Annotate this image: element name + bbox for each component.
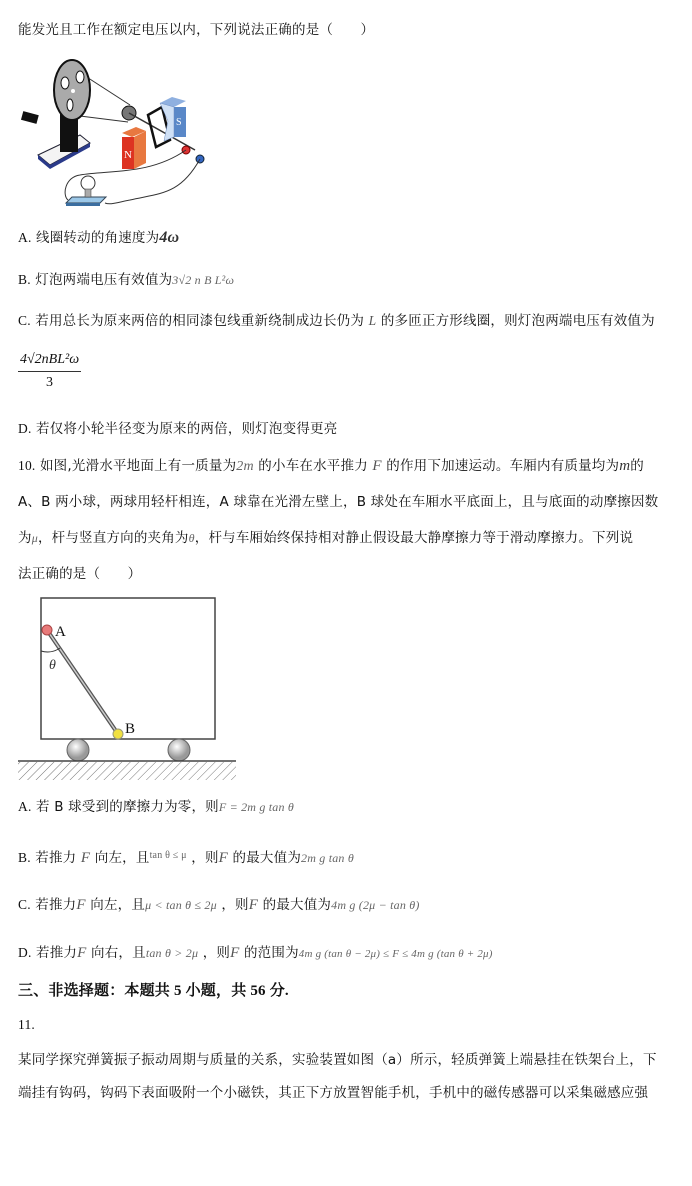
q9-option-b[interactable]: B. 灯泡两端电压有效值为3√2 n B L²ω (18, 272, 235, 288)
q10-option-d[interactable]: D. 若推力F 向右，且tan θ > 2μ ，则F 的范围为4m g (tan θ − 2μ) ≤ F ≤ 4m g (tan θ + 2μ) (18, 945, 493, 961)
q9-option-a[interactable]: A. 线圈转动的角速度为4ω (18, 229, 180, 246)
q10-option-c[interactable]: C. 若推力F 向左，且μ < tan θ ≤ 2μ ，则F 的最大值为4m g (2μ − tan θ) (18, 897, 420, 913)
theta-label: θ (49, 658, 56, 673)
cart-figure (16, 596, 240, 782)
q9-option-c[interactable]: C. 若用总长为原来两倍的相同漆包线重新绕制成边长仍为 L 的多匝正方形线圈，则灯泡两端电压有效值为 (18, 313, 655, 329)
magnet-s-label: S (176, 117, 182, 128)
q10-option-a[interactable]: A. 若 B 球受到的摩擦力为零，则F = 2m g tan θ (18, 799, 294, 815)
q11-number: 11. (18, 1017, 35, 1032)
ball-b-label: B (125, 721, 136, 737)
q9-stem: 能发光且工作在额定电压以内，下列说法正确的是（ ） (18, 22, 375, 38)
q9-option-d[interactable]: D. 若仅将小轮半径变为原来的两倍，则灯泡变得更亮 (18, 421, 338, 437)
q10-stem-line-1: 10. 如图,光滑水平地面上有一质量为2m 的小车在水平推力 F 的作用下加速运动。车厢内有质量均为m的 (18, 458, 644, 474)
ball-a-label: A (55, 624, 66, 640)
q10-option-b[interactable]: B. 若推力 F 向左，且$^{tan \theta \le \mu}$ ，则F 的最大值为2m g tan θ (18, 850, 354, 866)
q10-stem-line-3: 为μ，杆与竖直方向的夹角为θ，杆与车厢始终保持相对静止假设最大静摩擦力等于滑动摩擦力。下列说 (18, 530, 634, 546)
q9-option-c-fraction: 4√2nBL²ω 3 (20, 352, 80, 390)
q11-line-1: 某同学探究弹簧振子振动周期与质量的关系，实验装置如图（a）所示，轻质弹簧上端悬挂在铁架台上，下 (18, 1052, 657, 1068)
q10-stem-line-2: A、B 两小球，两球用轻杆相连，A 球靠在光滑左壁上，B 球处在车厢水平底面上，且与底面的动摩擦因数 (18, 494, 659, 510)
q11-line-2: 端挂有钩码，钩码下表面吸附一个小磁铁，其正下方放置智能手机，手机中的磁传感器可以采集磁感应强 (18, 1085, 649, 1101)
generator-figure (10, 55, 220, 215)
section-3-heading: 三、非选择题：本题共 5 小题，共 56 分. (18, 983, 289, 999)
q10-stem-line-4: 法正确的是（ ） (18, 566, 142, 582)
magnet-n-label: N (124, 149, 132, 161)
